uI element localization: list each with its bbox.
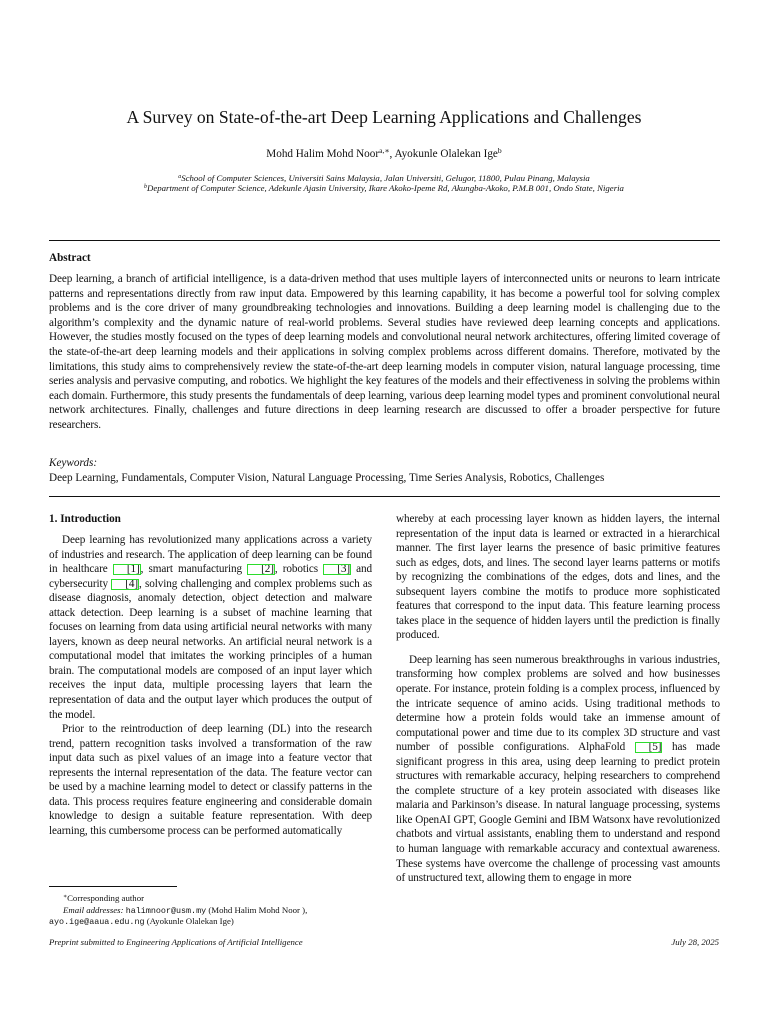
- footnote-emails-cont: [49, 916, 379, 928]
- author-list: [0, 146, 768, 162]
- citation-link[interactable]: [4]: [111, 579, 139, 590]
- paragraph-text: , smart manufacturing: [140, 563, 248, 576]
- email-owner: (Mohd Halim Mohd Noor ),: [206, 905, 308, 915]
- paper-title: A Survey on State-of-the-art Deep Learning Applications and Challenges: [126, 107, 642, 127]
- abstract-top-rule: [49, 240, 720, 241]
- footnote-mark: ∗: [63, 894, 68, 901]
- paragraph: [396, 653, 720, 886]
- keywords-heading: Keywords:: [49, 457, 98, 469]
- affiliation-text: School of Computer Sciences, Universiti Sains Malaysia, Jalan Universiti, Gelugor, 11800, Pulau Pinang, Malaysia: [181, 173, 590, 183]
- affiliation-mark: a: [178, 174, 182, 181]
- email-link[interactable]: halimnoor@usm.my: [125, 906, 207, 916]
- right-column: [396, 512, 720, 886]
- email-link[interactable]: ayo.ige@aaua.edu.ng: [49, 917, 145, 927]
- paragraph: whereby at each processing layer known as hidden layers, the internal representation of the input data is learned or extracted in a hierarchical manner. The first layer learns the presence of basic primitive features such as edges, dots, and lines. The second layer learns patterns or motifs by recognizing the combinations of the edges, dots and lines, and the subsequent layers combine the motifs to produce more sophisticated features that correspond to the input data. This feature learning process takes place in the sequence of hidden layers until the prediction is finally produced.: [396, 513, 720, 642]
- affiliation-mark: b: [144, 184, 147, 191]
- author-marks: b: [497, 146, 502, 156]
- email-label: Email addresses:: [63, 905, 124, 915]
- section-heading-introduction: 1. Introduction: [49, 513, 121, 525]
- citation-link[interactable]: [5]: [635, 742, 663, 753]
- abstract-heading: Abstract: [49, 252, 91, 264]
- paragraph-text: Deep learning has revolutionized many applications across a variety of industries and research. The application of deep learning can be found in healthcare: [49, 534, 372, 576]
- affiliation: [0, 183, 768, 194]
- citation-link[interactable]: [1]: [113, 564, 141, 575]
- paragraph-text: Deep learning has seen numerous breakthroughs in various industries, transforming how complex problems are solved and how businesses operate. For instance, protein folding is a complex process, influenced by the intricate sequence of amino acids. Using traditional methods to determine how a protein folds would take an immense amount of computational power and time due to its complex 3D structure and vast number of possible configurations. AlphaFold: [396, 653, 720, 754]
- paragraph-text: has made significant progress in this area, using deep learning to predict protein structures with remarkable accuracy, helping researchers to comprehend the complete structure of a key protein associated with diseases like malaria and Parkinson’s disease. In natural language processing, systems like OpenAI GPT, Google Gemini and IBM Watsonx have revolutionized chatbots and virtual assistants, enabling them to understand and respond to human language with remarkable accuracy and contextual awareness. These systems have overcome the challenge of processing vast amounts of unstructured text, allowing them to engage in more: [396, 741, 720, 885]
- author-name: Mohd Halim Mohd Noor: [266, 148, 380, 160]
- paragraph: [49, 533, 372, 722]
- author-marks: a,∗: [379, 146, 390, 156]
- paragraph-text: , robotics: [274, 563, 324, 576]
- keywords-text: Deep Learning, Fundamentals, Computer Vision, Natural Language Processing, Time Series Analysis, Robotics, Challenges: [49, 472, 605, 484]
- abstract-bottom-rule: [49, 496, 720, 497]
- abstract-text: Deep learning, a branch of artificial intelligence, is a data-driven method that uses multiple layers of interconnected units or neurons to learn intricate patterns and representations directly from raw input data. Empowered by this learning capability, it has become a powerful tool for solving complex problems and is the core driver of many groundbreaking technologies and innovations. Building a deep learning model is challenging due to the algorithm’s complexity and the dynamic nature of real-world problems. Several studies have reviewed deep learning concepts and applications. However, the studies mostly focused on the types of deep learning models and convolutional neural network architectures, offering limited coverage of the state-of-the-art deep learning models and their applications in solving complex problems across different domains. Therefore, motivated by the limitations, this study aims to comprehensively review the state-of-the-art deep learning models in computer vision, natural language processing, time series analysis and pervasive computing, and robotics. We highlight the key features of the models and their effectiveness in solving the problems within each domain. Furthermore, this study presents the fundamentals of deep learning, various deep learning model types and prominent convolutional neural network architectures. Finally, challenges and future directions in deep learning research are discussed to offer a broader perspective for future researchers.: [49, 273, 720, 431]
- affiliation-text: Department of Computer Science, Adekunle Ajasin University, Ikare Akoko-Ipeme Rd, Akungba-Akoko, P.M.B 001, Ondo State, Nigeria: [147, 183, 624, 193]
- author-name: Ayokunle Olalekan Ige: [394, 148, 498, 160]
- footer-date: July 28, 2025: [671, 937, 719, 947]
- footnote-text: Corresponding author: [67, 893, 145, 903]
- left-column: [49, 533, 372, 838]
- paragraph: Prior to the reintroduction of deep learning (DL) into the research trend, pattern recognition tasks involved a transformation of the raw input data such as pixel values of an image into a feature vector that represents the internal representation of the data. The feature vector can be used by a machine learning model to detect or classify patterns in the data. This process requires feature engineering and considerable domain knowledge to design a suitable feature representation. With deep learning, this cumbersome process can be performed automatically: [49, 723, 372, 837]
- paragraph-text: and cybersecurity: [49, 563, 372, 590]
- footnote-corresponding: [63, 893, 393, 904]
- paragraph-text: , solving challenging and complex problems such as disease diagnosis, anomaly detection, object detection and malware attack detection. Deep learning is a subset of machine learning that focuses on learning from data using artificial neural networks with many layers, known as deep neural networks. An artificial neural network is a computational model that imitates the working principles of a human brain. The computational models are composed of an input layer which receives the input data, multiple processing layers that learn the representation of data and the output layer which produces the output of the model.: [49, 577, 373, 721]
- citation-link[interactable]: [3]: [323, 564, 351, 575]
- footnote-rule: [49, 886, 177, 887]
- email-owner: (Ayokunle Olalekan Ige): [144, 916, 234, 926]
- footer-preprint-note: Preprint submitted to Engineering Applications of Artificial Intelligence: [49, 937, 303, 947]
- author-separator: ,: [389, 148, 395, 160]
- citation-link[interactable]: [2]: [247, 564, 275, 575]
